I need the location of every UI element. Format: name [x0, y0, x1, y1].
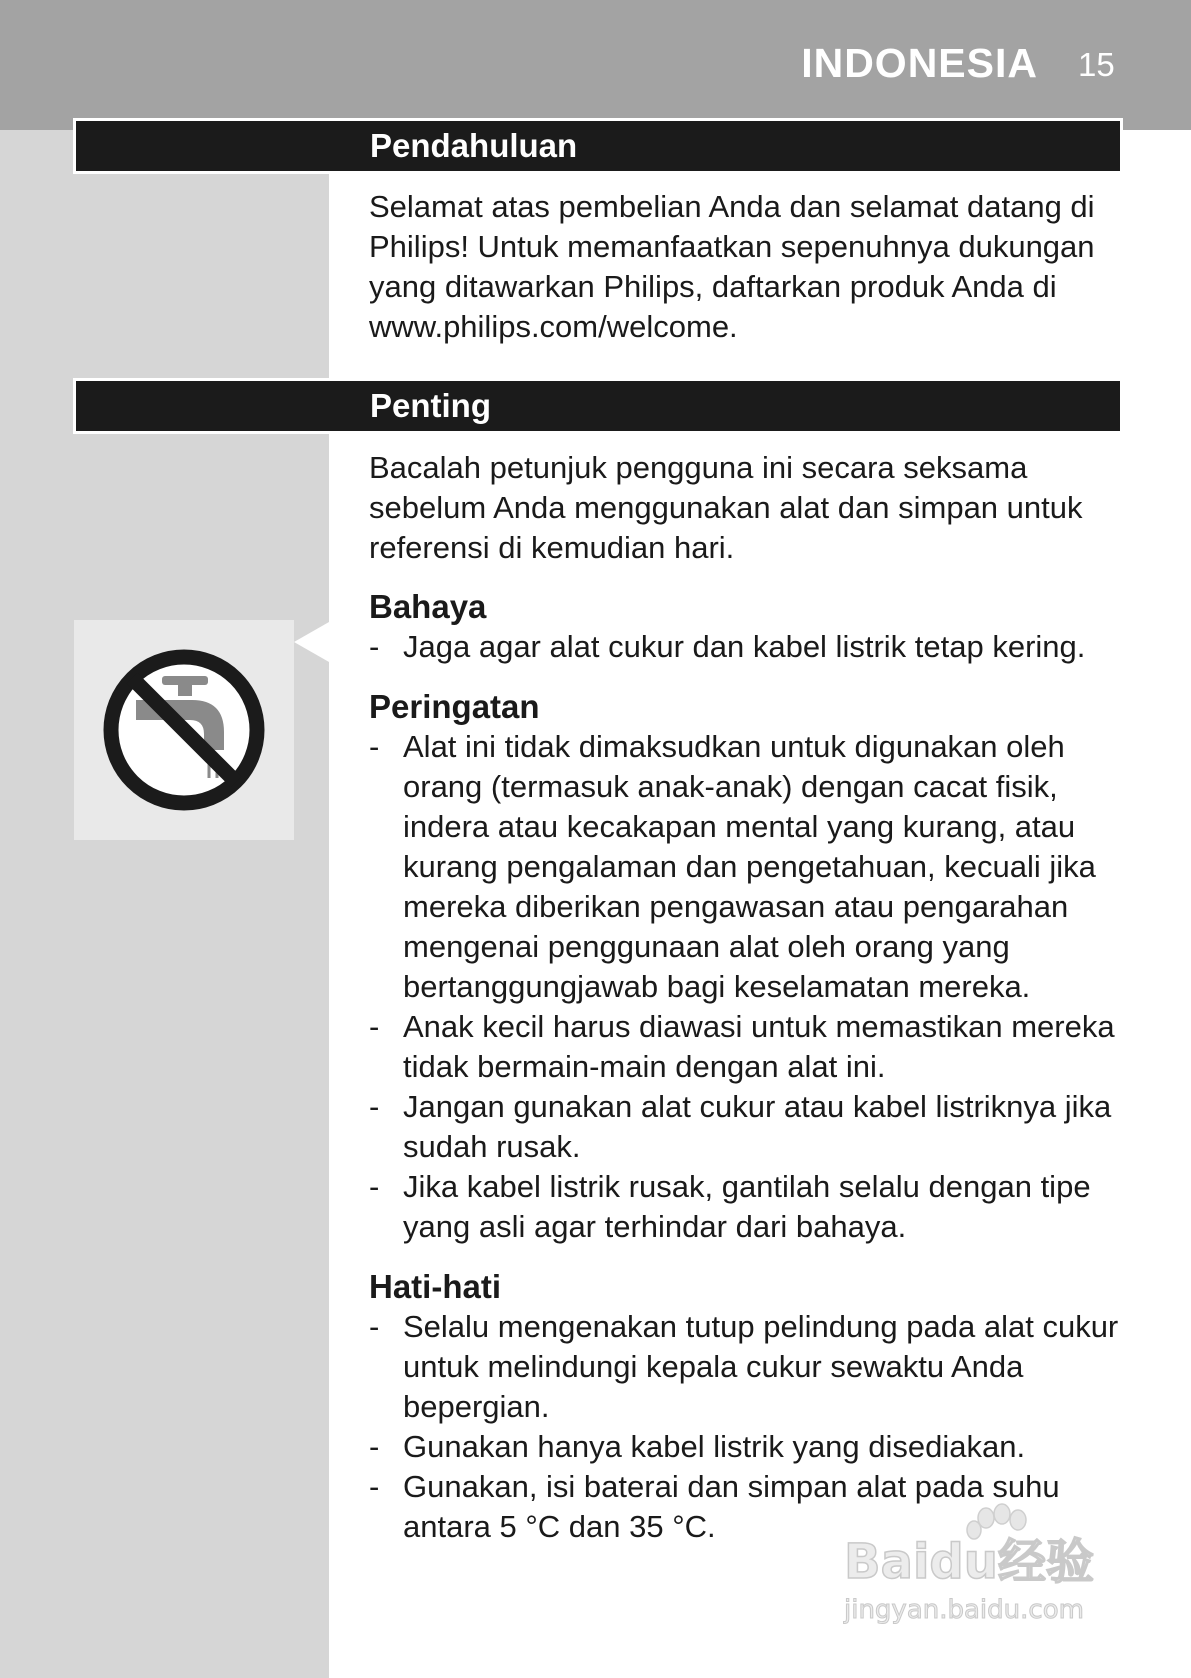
- bahaya-list: [369, 627, 1129, 667]
- page-number: 15: [1078, 46, 1115, 83]
- important-paragraph: Bacalah petunjuk pengguna ini secara seksama sebelum Anda menggunakan alat dan simpan untuk referensi di kemudian hari.: [369, 450, 1083, 565]
- baidu-watermark: [840, 1500, 1120, 1630]
- list-item: - Anak kecil harus diawasi untuk memastikan mereka tidak bermain-main dengan alat ini.: [369, 1007, 1129, 1087]
- icon-pointer: [294, 622, 329, 662]
- section-bar-pendahuluan: [73, 118, 1123, 174]
- peringatan-list: [369, 727, 1129, 1247]
- important-content: [369, 448, 1129, 1547]
- section-bar-penting: [73, 378, 1123, 434]
- list-item: - Gunakan, isi baterai dan simpan alat pada suhu antara 5 °C dan 35 °C.: [369, 1467, 1129, 1547]
- section-title: Penting: [370, 387, 491, 424]
- intro-content: [369, 187, 1129, 347]
- list-item: - Jaga agar alat cukur dan kabel listrik tetap kering.: [369, 627, 1129, 667]
- warning-icon-box: [74, 620, 294, 840]
- left-margin-strip: [0, 130, 329, 1678]
- language-label: INDONESIA: [801, 40, 1038, 86]
- list-item: - Selalu mengenakan tutup pelindung pada alat cukur untuk melindungi kepala cukur sewaktu Anda bepergian.: [369, 1307, 1129, 1427]
- list-item: - Jangan gunakan alat cukur atau kabel listriknya jika sudah rusak.: [369, 1087, 1129, 1167]
- subheading-peringatan: Peringatan: [369, 688, 540, 725]
- list-item: - Jika kabel listrik rusak, gantilah selalu dengan tipe yang asli agar terhindar dari bahaya.: [369, 1167, 1129, 1247]
- baidu-paw-icon: [840, 1500, 1120, 1630]
- watermark-brand: Baidu经验: [844, 1534, 1094, 1590]
- section-title: Pendahuluan: [370, 127, 578, 164]
- subheading-bahaya: Bahaya: [369, 588, 487, 625]
- intro-paragraph: Selamat atas pembelian Anda dan selamat datang di Philips! Untuk memanfaatkan sepenuhnya dukungan yang ditawarkan Philips, daftarkan produk Anda di www.philips.com/welcome.: [369, 189, 1095, 344]
- subheading-hati-hati: Hati-hati: [369, 1268, 501, 1305]
- no-water-tap-icon: [74, 620, 294, 840]
- list-item: - Alat ini tidak dimaksudkan untuk digunakan oleh orang (termasuk anak-anak) dengan cacat fisik, indera atau kecakapan mental yang kurang, atau kurang pengalaman dan pengetahuan, kecuali jika mereka diberikan pengawasan atau pengarahan mengenai penggunaan alat oleh orang yang bertanggungjawab bagi keselamatan mereka.: [369, 727, 1129, 1007]
- list-item: - Gunakan hanya kabel listrik yang disediakan.: [369, 1427, 1129, 1467]
- watermark-url: jingyan.baidu.com: [844, 1595, 1084, 1625]
